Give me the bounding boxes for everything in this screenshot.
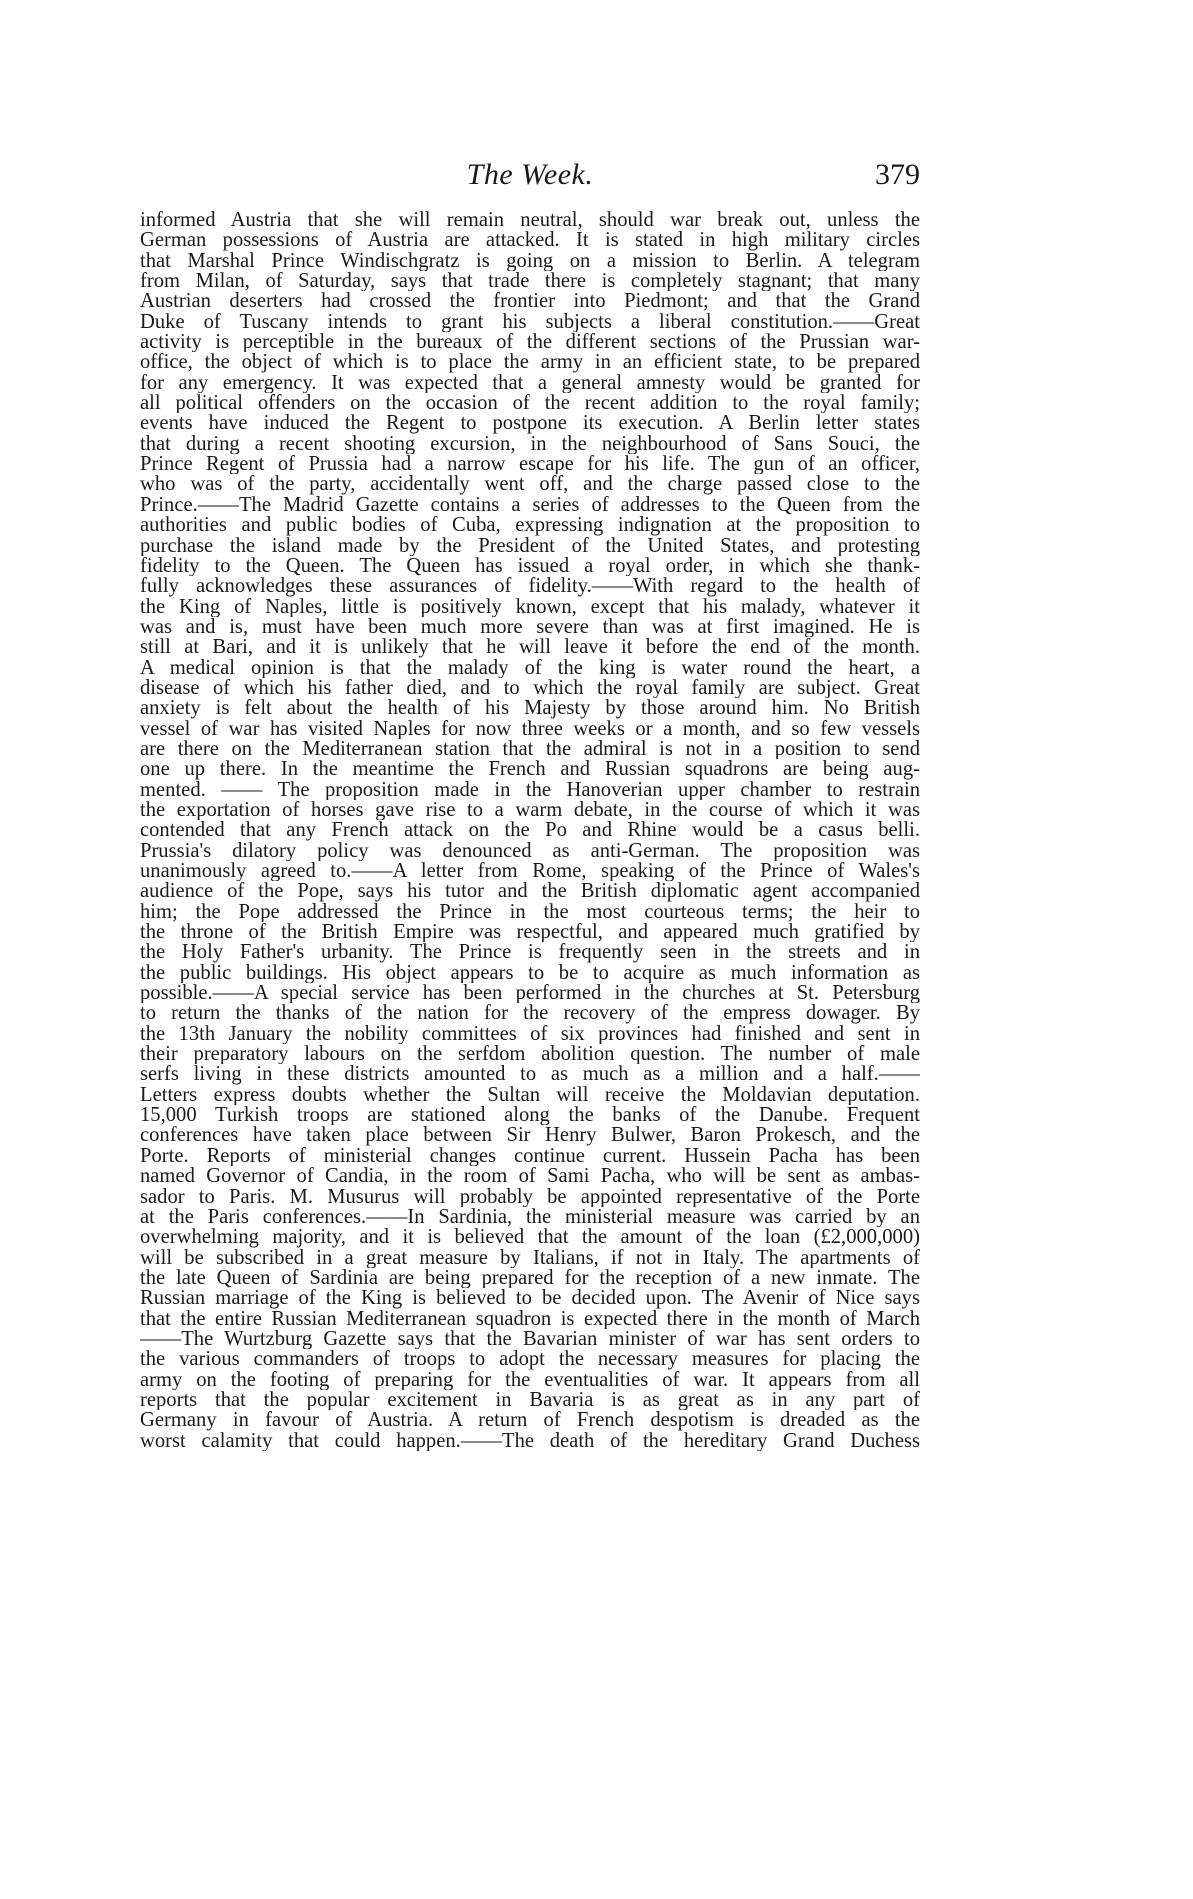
text-line: activity is perceptible in the bureaux of the different sections of the Prussian war- <box>140 332 920 353</box>
text-line: are there on the Mediterranean station that the admiral is not in a position to send <box>140 738 920 760</box>
text-line: possible.——A special service has been performed in the churches at St. Petersburg <box>140 983 920 1004</box>
text-line: overwhelming majority, and it is believed that the amount of the loan (£2,000,000) <box>140 1227 920 1248</box>
text-line: Prince Regent of Prussia had a narrow escape for his life. The gun of an officer, <box>140 454 920 475</box>
text-line: serfs living in these districts amounted to as much as a million and a half.—— <box>140 1064 920 1085</box>
text-line: mented. —— The proposition made in the Hanoverian upper chamber to restrain <box>140 779 920 800</box>
text-line: for any emergency. It was expected that a general amnesty would be granted for <box>140 372 920 394</box>
text-line: the late Queen of Sardinia are being prepared for the reception of a new inmate. The <box>140 1267 920 1289</box>
text-line: anxiety is felt about the health of his Majesty by those around him. No British <box>140 698 920 719</box>
text-line: that the entire Russian Mediterranean squadron is expected there in the month of March <box>140 1308 920 1329</box>
text-line: was and is, must have been much more severe than was at first imagined. He is <box>140 616 920 638</box>
text-line: the public buildings. His object appears to be to acquire as much information as <box>140 962 920 984</box>
text-line: to return the thanks of the nation for the recovery of the empress dowager. By <box>140 1003 920 1024</box>
text-line: all political offenders on the occasion of the recent addition to the royal family; <box>140 393 920 414</box>
text-line: events have induced the Regent to postpone its execution. A Berlin letter states <box>140 413 920 434</box>
text-line: one up there. In the meantime the French and Russian squadrons are being aug- <box>140 759 920 780</box>
text-line: sador to Paris. M. Musurus will probably be appointed representative of the Porte <box>140 1186 920 1207</box>
text-line: still at Bari, and it is unlikely that he will leave it before the end of the month. <box>140 637 920 658</box>
text-line: army on the footing of preparing for the eventualities of war. It appears from all <box>140 1369 920 1390</box>
text-line: named Governor of Candia, in the room of Sami Pacha, who will be sent as ambas- <box>140 1166 920 1187</box>
text-line: contended that any French attack on the Po and Rhine would be a casus belli. <box>140 820 920 841</box>
text-line: informed Austria that she will remain neutral, should war break out, unless the <box>140 210 920 231</box>
text-line: purchase the island made by the President of the United States, and protesting <box>140 535 920 556</box>
text-line: ——The Wurtzburg Gazette says that the Bavarian minister of war has sent orders to <box>140 1328 920 1350</box>
text-line: that Marshal Prince Windischgratz is going on a mission to Berlin. A telegram <box>140 250 920 272</box>
text-line: Duke of Tuscany intends to grant his subjects a liberal constitution.——Great <box>140 311 920 333</box>
text-line: the King of Naples, little is positively known, except that his malady, whatever it <box>140 596 920 617</box>
text-line: the Holy Father's urbanity. The Prince is frequently seen in the streets and in <box>140 942 920 963</box>
text-line: from Milan, of Saturday, says that trade there is completely stagnant; that many <box>140 271 920 292</box>
text-line: that during a recent shooting excursion, in the neighbourhood of Sans Souci, the <box>140 433 920 455</box>
text-line: Prince.——The Madrid Gazette contains a series of addresses to the Queen from the <box>140 494 920 516</box>
text-line: the 13th January the nobility committees of six provinces had finished and sent in <box>140 1023 920 1045</box>
text-line: at the Paris conferences.——In Sardinia, the ministerial measure was carried by an <box>140 1206 920 1228</box>
body-text <box>140 210 920 1451</box>
text-line: the throne of the British Empire was respectful, and appeared much gratified by <box>140 922 920 943</box>
text-line: the various commanders of troops to adopt the necessary measures for placing the <box>140 1349 920 1370</box>
text-line: their preparatory labours on the serfdom abolition question. The number of male <box>140 1044 920 1065</box>
text-line: audience of the Pope, says his tutor and the British diplomatic agent accompanied <box>140 881 920 902</box>
text-line: Prussia's dilatory policy was denounced as anti-German. The proposition was <box>140 840 920 861</box>
text-line: authorities and public bodies of Cuba, expressing indignation at the proposition to <box>140 515 920 536</box>
text-line: Letters express doubts whether the Sultan will receive the Moldavian deputation. <box>140 1084 920 1106</box>
text-line: him; the Pope addressed the Prince in the most courteous terms; the heir to <box>140 901 920 923</box>
text-line: fully acknowledges these assurances of fidelity.——With regard to the health of <box>140 576 920 597</box>
page-number: 379 <box>875 158 920 191</box>
text-line: Porte. Reports of ministerial changes continue current. Hussein Pacha has been <box>140 1145 920 1167</box>
text-line: vessel of war has visited Naples for now three weeks or a month, and so few vessels <box>140 718 920 739</box>
text-line: worst calamity that could happen.——The death of the hereditary Grand Duchess <box>140 1430 920 1451</box>
text-line: Germany in favour of Austria. A return of French despotism is dreaded as the <box>140 1410 920 1431</box>
text-line: reports that the popular excitement in Bavaria is as great as in any part of <box>140 1389 920 1411</box>
text-line: A medical opinion is that the malady of the king is water round the heart, a <box>140 657 920 678</box>
text-line: office, the object of which is to place the army in an efficient state, to be prepared <box>140 352 920 373</box>
text-line: will be subscribed in a great measure by Italians, if not in Italy. The apartments of <box>140 1247 920 1268</box>
text-line: unanimously agreed to.——A letter from Rome, speaking of the Prince of Wales's <box>140 861 920 882</box>
text-line: who was of the party, accidentally went off, and the charge passed close to the <box>140 474 920 495</box>
text-line: 15,000 Turkish troops are stationed along the banks of the Danube. Frequent <box>140 1105 920 1126</box>
text-line: disease of which his father died, and to which the royal family are subject. Great <box>140 677 920 699</box>
text-line: German possessions of Austria are attacked. It is stated in high military circles <box>140 230 920 251</box>
text-line: the exportation of horses gave rise to a warm debate, in the course of which it was <box>140 799 920 821</box>
text-line: fidelity to the Queen. The Queen has issued a royal order, in which she thank- <box>140 555 920 577</box>
text-line: Austrian deserters had crossed the frontier into Piedmont; and that the Grand <box>140 291 920 312</box>
text-line: Russian marriage of the King is believed to be decided upon. The Avenir of Nice says <box>140 1288 920 1309</box>
running-head <box>140 156 920 196</box>
running-title: The Week. <box>466 158 594 191</box>
text-line: conferences have taken place between Sir Henry Bulwer, Baron Prokesch, and the <box>140 1125 920 1146</box>
